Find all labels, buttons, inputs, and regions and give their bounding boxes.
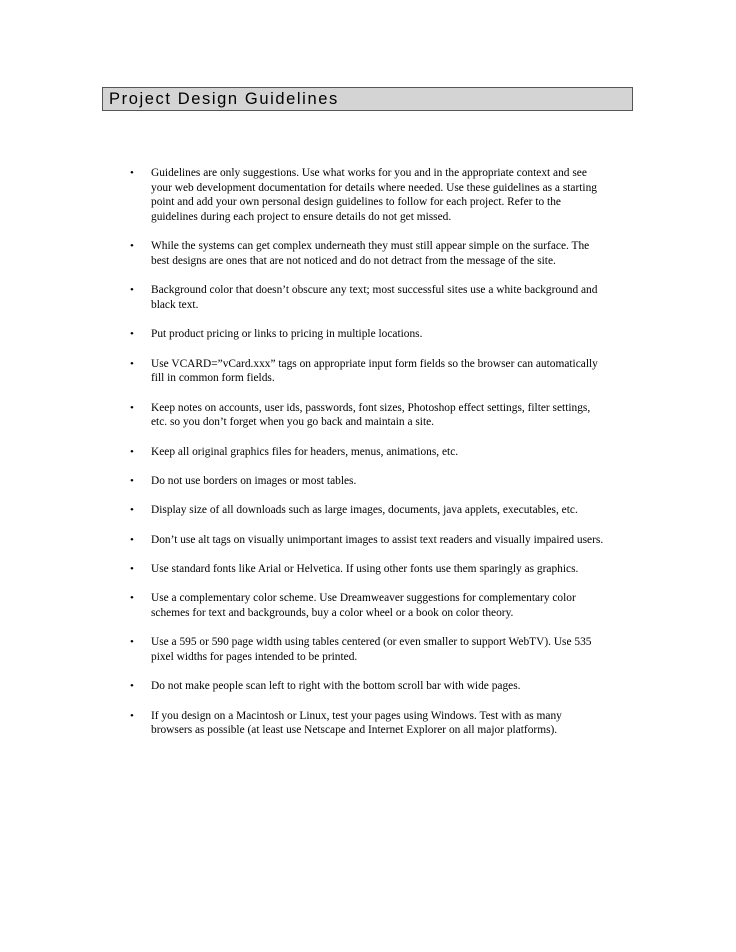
list-item — [130, 533, 633, 548]
list-item — [130, 401, 633, 430]
guideline-text: Display size of all downloads such as large images, documents, java applets, executables, etc. — [151, 504, 578, 517]
list-item — [130, 166, 633, 224]
bullet-icon: • — [130, 504, 134, 517]
bullet-icon: • — [130, 592, 134, 605]
bullet-icon: • — [130, 240, 134, 253]
list-item — [130, 679, 633, 694]
guideline-text: While the systems can get complex underneath they must still appear simple on the surface. The best designs are ones that are not noticed and do not detract from the message of the site. — [151, 240, 590, 267]
bullet-icon: • — [130, 328, 134, 341]
page-title: Project Design Guidelines — [109, 89, 339, 108]
bullet-icon: • — [130, 357, 134, 370]
list-item — [130, 635, 633, 664]
list-item — [130, 357, 633, 386]
guidelines-list — [0, 166, 736, 753]
list-item — [130, 327, 633, 342]
guideline-text: Don’t use alt tags on visually unimportant images to assist text readers and visually impaired users. — [151, 533, 604, 546]
guideline-text: Keep all original graphics files for headers, menus, animations, etc. — [151, 445, 459, 458]
list-item — [130, 503, 633, 518]
bullet-icon: • — [130, 636, 134, 649]
bullet-icon: • — [130, 445, 134, 458]
bullet-icon: • — [130, 284, 134, 297]
guideline-text: Guidelines are only suggestions. Use what works for you and in the appropriate context and see your web development documentation for details where needed. Use these guidelines as a starting point and add your own personal design guidelines to follow for each project. Refer to the guidelines during each project to ensure details do not get missed. — [151, 167, 597, 223]
guideline-text: Keep notes on accounts, user ids, passwords, font sizes, Photoshop effect settings, filter settings, etc. so you don’t forget when you go back and maintain a site. — [151, 401, 591, 429]
guideline-text: Use a 595 or 590 page width using tables centered (or even smaller to support WebTV). Use 535 pixel widths for pages intended to be printed. — [151, 636, 592, 664]
list-item — [130, 283, 633, 312]
bullet-icon: • — [130, 533, 134, 546]
bullet-icon: • — [130, 680, 134, 693]
bullet-icon: • — [130, 709, 134, 722]
guideline-text: Use a complementary color scheme. Use Dreamweaver suggestions for complementary color schemes for text and backgrounds, buy a color wheel or a book on color theory. — [151, 592, 576, 620]
list-item — [130, 709, 633, 738]
guideline-text: Do not use borders on images or most tables. — [151, 474, 357, 487]
bullet-icon: • — [130, 401, 134, 414]
list-item — [130, 591, 633, 620]
bullet-icon: • — [130, 563, 134, 576]
bullet-icon: • — [130, 474, 134, 487]
list-item — [130, 562, 633, 577]
guideline-text: Put product pricing or links to pricing in multiple locations. — [151, 328, 423, 341]
guideline-text: Use standard fonts like Arial or Helvetica. If using other fonts use them sparingly as graphics. — [151, 563, 579, 576]
guideline-text: Use VCARD=”vCard.xxx” tags on appropriate input form fields so the browser can automatically fill in common form fields. — [151, 357, 598, 385]
bullet-icon: • — [130, 167, 134, 179]
list-item — [130, 239, 633, 268]
guideline-text: Background color that doesn’t obscure any text; most successful sites use a white background and black text. — [151, 284, 598, 311]
title-banner — [102, 87, 633, 111]
list-item — [130, 474, 633, 489]
list-item — [130, 445, 633, 460]
guideline-text: If you design on a Macintosh or Linux, test your pages using Windows. Test with as many browsers as possible (at least use Netscape and Internet Explorer on all major platforms). — [151, 709, 562, 737]
guideline-text: Do not make people scan left to right with the bottom scroll bar with wide pages. — [151, 680, 521, 693]
